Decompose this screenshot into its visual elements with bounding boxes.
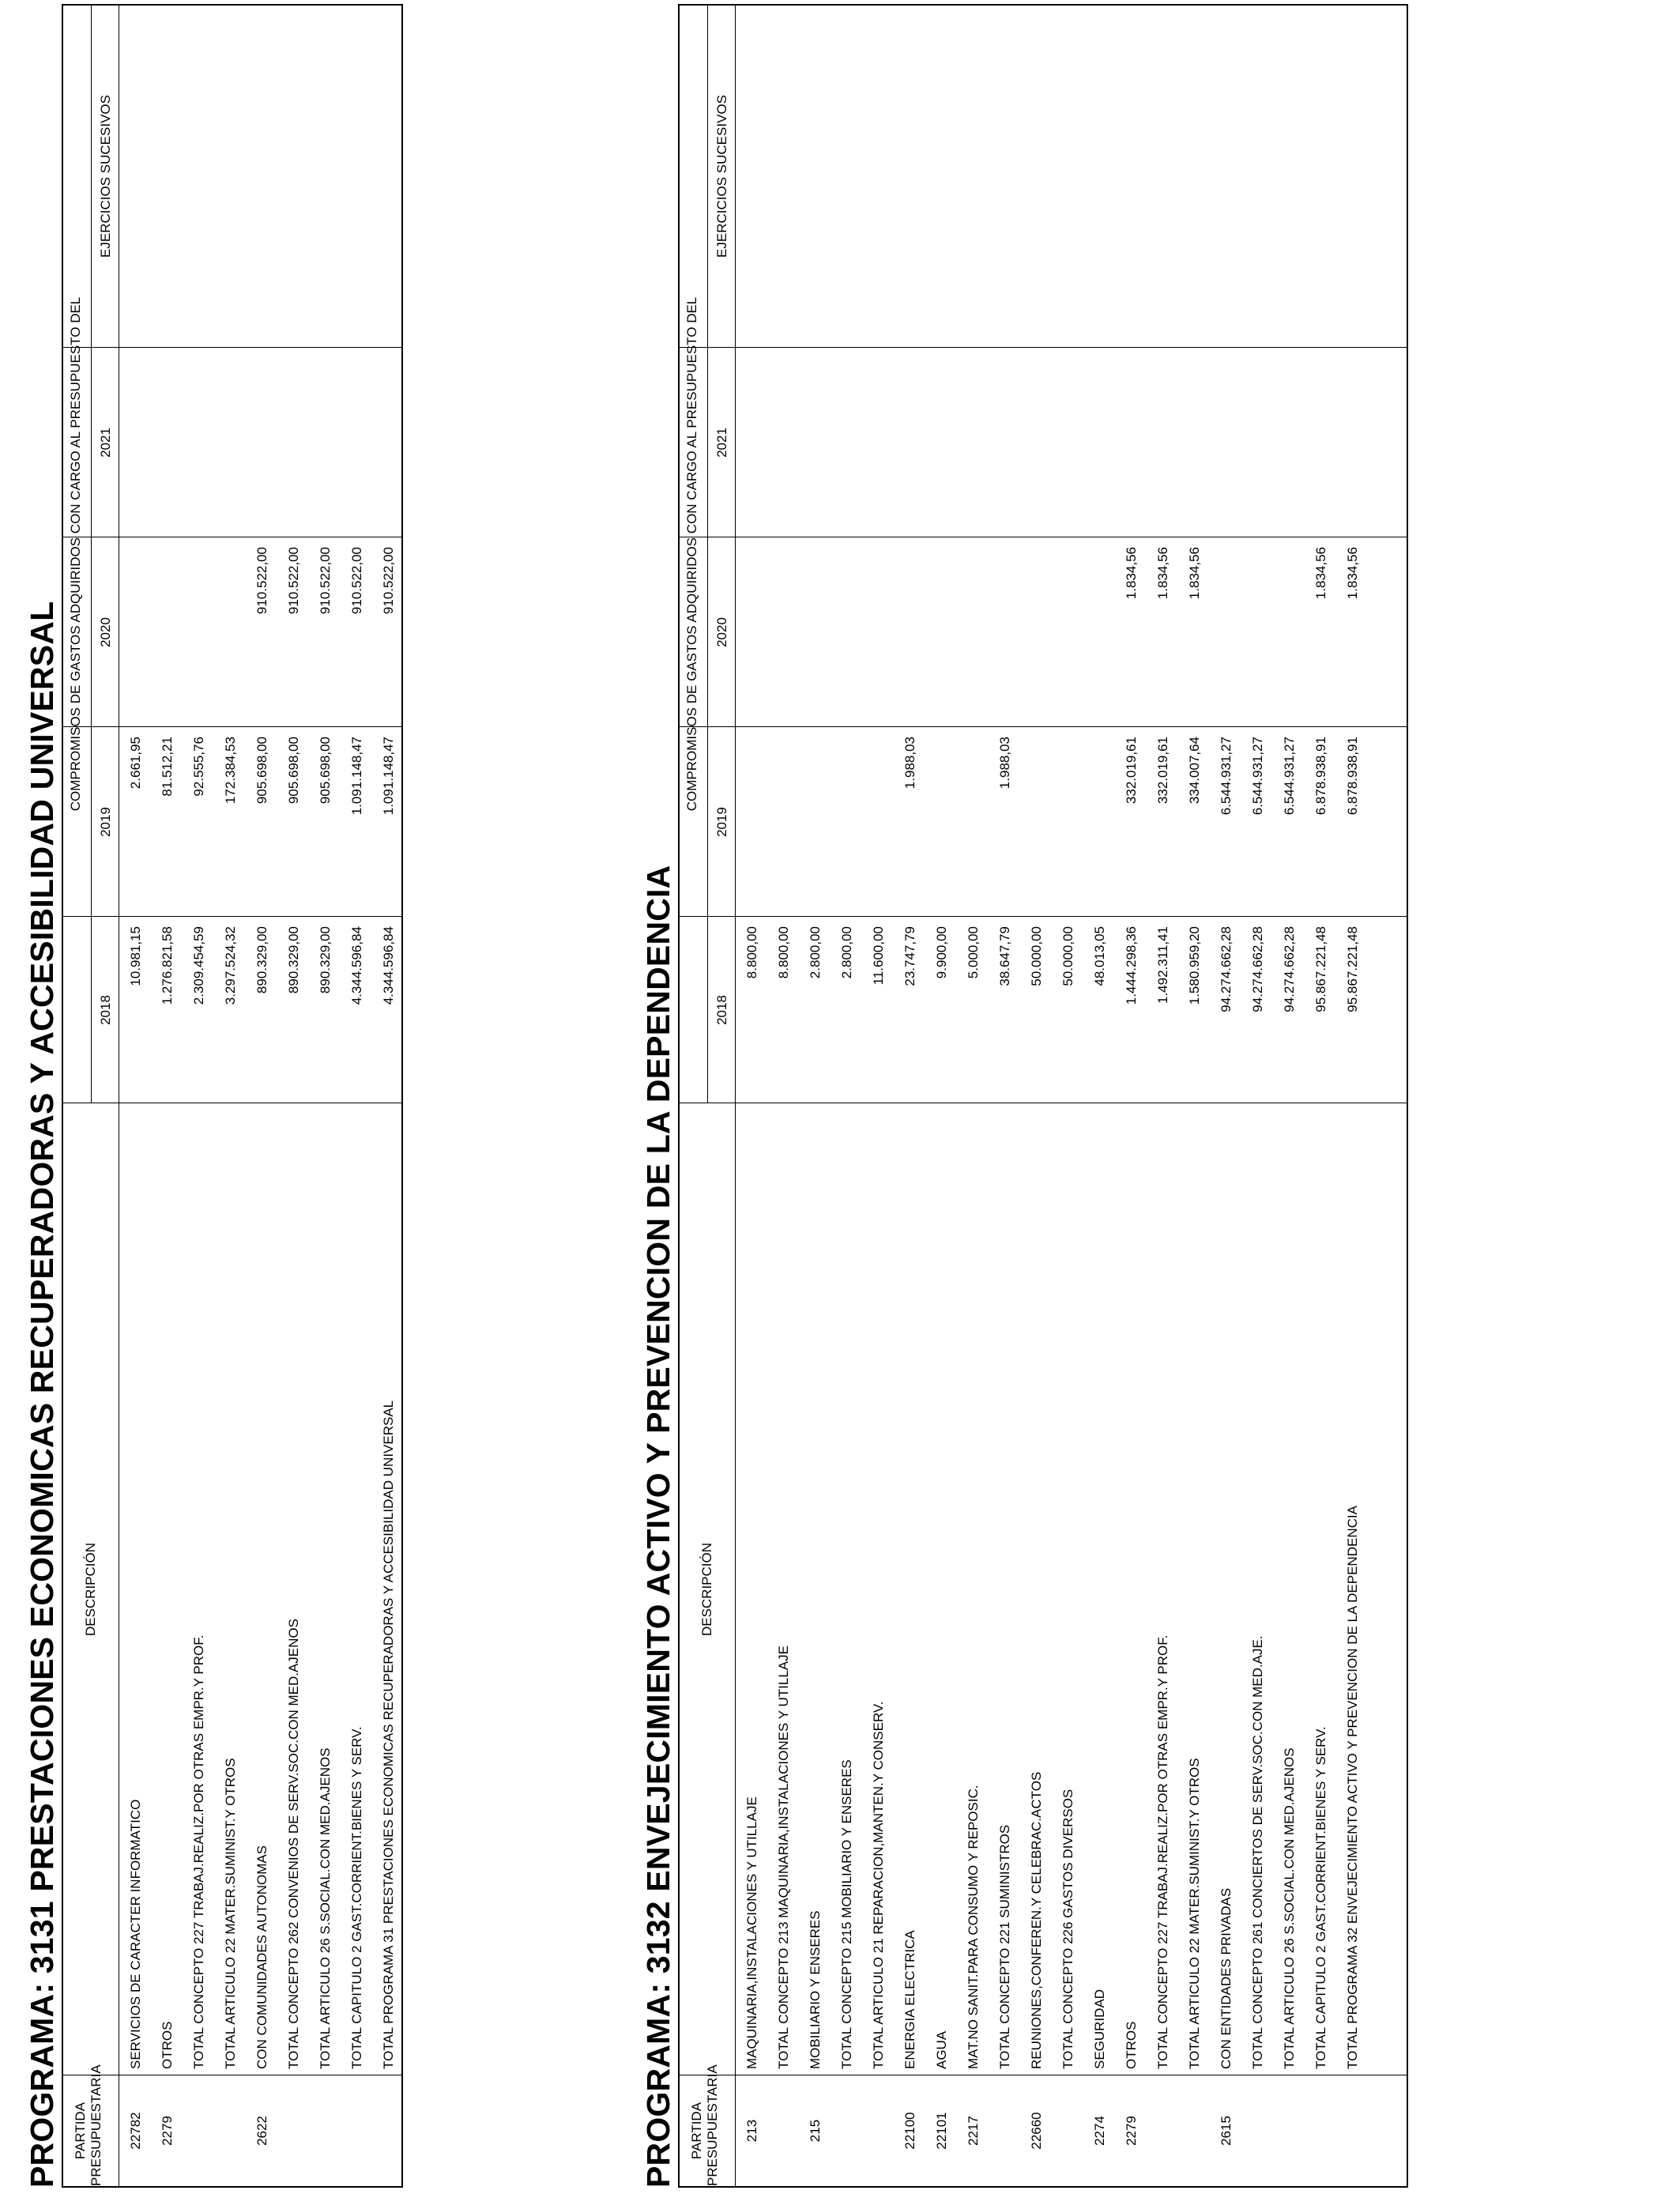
value-2019: 905.698,00	[318, 737, 333, 805]
table-row	[152, 6, 183, 2186]
descripcion-text: TOTAL CONCEPTO 221 SUMINISTROS	[997, 1824, 1012, 2069]
value-2019: 92.555,76	[191, 737, 206, 797]
value-2019: 6.878.938,91	[1313, 737, 1328, 816]
value-2020: 1.834,56	[1345, 547, 1360, 600]
table-row	[1147, 6, 1179, 2186]
value-2018: 4.344.596,84	[349, 926, 364, 1005]
value-2019: 332.019,61	[1124, 737, 1139, 805]
value-2019: 2.661,95	[128, 737, 143, 790]
value-2018: 8.800,00	[744, 926, 759, 979]
header-year-2020: 2020	[98, 617, 113, 647]
value-2020: 910.522,00	[286, 547, 301, 615]
descripcion-text: TOTAL PROGRAMA 32 ENVEJECIMIENTO ACTIVO Y PREVENCION DE LA DEPENDENCIA	[1345, 1506, 1360, 2069]
table-row	[1021, 6, 1053, 2186]
table-row	[1337, 6, 1369, 2186]
descripcion-text: TOTAL CAPITULO 2 GAST.CORRIENT.BIENES Y SERV.	[1313, 1726, 1328, 2069]
value-2018: 50.000,00	[1029, 926, 1044, 986]
value-2018: 2.800,00	[808, 926, 823, 979]
value-2019: 6.544.931,27	[1250, 737, 1265, 816]
value-2019: 1.988,03	[997, 737, 1012, 790]
value-2019: 905.698,00	[286, 737, 301, 805]
value-2020: 910.522,00	[349, 547, 364, 615]
partida-code: 2622	[254, 2116, 269, 2146]
table-row	[1242, 6, 1274, 2186]
table-row	[863, 6, 895, 2186]
partida-code: 22782	[128, 2112, 143, 2150]
descripcion-text: SERVICIOS DE CARACTER INFORMATICO	[128, 1799, 143, 2069]
value-2018: 95.867.221,48	[1345, 926, 1360, 1012]
value-2019: 905.698,00	[254, 737, 269, 805]
header-year-2019: 2019	[714, 807, 729, 837]
table-row	[215, 6, 247, 2186]
value-2020: 1.834,56	[1313, 547, 1328, 600]
value-2018: 1.276.821,58	[160, 926, 175, 1005]
value-2019: 332.019,61	[1155, 737, 1170, 805]
descripcion-text: AGUA	[934, 2030, 949, 2069]
value-2020: 1.834,56	[1124, 547, 1139, 600]
program-title-3131: PROGRAMA: 3131 PRESTACIONES ECONOMICAS RECUPERADORAS Y ACCESIBILIDAD UNIVERSAL	[24, 601, 60, 2188]
table-row	[247, 6, 278, 2186]
value-2019: 6.544.931,27	[1282, 737, 1297, 816]
value-2018: 1.492.311,41	[1155, 926, 1170, 1004]
value-2018: 2.309.454,59	[191, 926, 206, 1005]
value-2020: 910.522,00	[318, 547, 333, 615]
table-row	[1053, 6, 1084, 2186]
header-descripcion: DESCRIPCIÓN	[83, 1542, 98, 1637]
partida-code: 22660	[1029, 2112, 1044, 2150]
descripcion-text: OTROS	[160, 2021, 175, 2069]
partida-code: 22101	[934, 2112, 949, 2150]
table-row	[800, 6, 831, 2186]
header-compromisos: COMPROMISOS DE GASTOS ADQUIRIDOS CON CARGO AL PRESUPUESTO DEL	[68, 296, 83, 812]
table-row	[341, 6, 373, 2186]
value-2018: 890.329,00	[318, 926, 333, 994]
value-2020: 1.834,56	[1155, 547, 1170, 600]
value-2018: 95.867.221,48	[1313, 926, 1328, 1012]
table-row	[310, 6, 341, 2186]
descripcion-text: TOTAL ARTICULO 21 REPARACION,MANTEN.Y CONSERV.	[871, 1701, 886, 2069]
header-year-2021: 2021	[714, 428, 729, 458]
partida-code: 2274	[1092, 2116, 1107, 2146]
partida-code: 22100	[902, 2112, 917, 2150]
program-table-3131	[62, 4, 403, 2188]
table-row	[1179, 6, 1211, 2186]
header-year-2020: 2020	[714, 617, 729, 647]
descripcion-text: TOTAL ARTICULO 26 S.SOCIAL.CON MED.AJENOS	[1282, 1747, 1297, 2069]
value-2020: 910.522,00	[381, 547, 396, 615]
descripcion-text: TOTAL CONCEPTO 262 CONVENIOS DE SERV.SOC.CON MED.AJENOS	[286, 1619, 301, 2069]
value-2018: 3.297.524,32	[223, 926, 238, 1005]
value-2018: 94.274.662,28	[1219, 926, 1234, 1012]
partida-code: 2217	[966, 2116, 981, 2146]
partida-code: 215	[808, 2119, 823, 2143]
table-row	[1084, 6, 1116, 2186]
partida-code: 2279	[160, 2116, 175, 2146]
descripcion-text: TOTAL CONCEPTO 226 GASTOS DIVERSOS	[1060, 1789, 1075, 2069]
program-title-3132: PROGRAMA: 3132 ENVEJECIMIENTO ACTIVO Y PREVENCION DE LA DEPENDENCIA	[640, 865, 676, 2188]
table-row	[120, 6, 152, 2186]
value-2020: 910.522,00	[254, 547, 269, 615]
descripcion-text: CON COMUNIDADES AUTONOMAS	[254, 1845, 269, 2069]
descripcion-text: OTROS	[1124, 2021, 1139, 2069]
value-2019: 81.512,21	[160, 737, 175, 797]
value-2018: 94.274.662,28	[1282, 926, 1297, 1012]
value-2018: 23.747,79	[902, 926, 917, 986]
value-2019: 1.091.148,47	[349, 737, 364, 816]
table-row	[831, 6, 863, 2186]
header-ejercicios-sucesivos: EJERCICIOS SUCESIVOS	[714, 95, 729, 258]
header-year-2018: 2018	[714, 995, 729, 1025]
table-row	[373, 6, 405, 2186]
value-2018: 1.580.959,20	[1187, 926, 1202, 1005]
header-year-2021: 2021	[98, 428, 113, 458]
descripcion-text: TOTAL CONCEPTO 215 MOBILIARIO Y ENSERES	[839, 1759, 854, 2069]
value-2020: 1.834,56	[1187, 547, 1202, 600]
value-2019: 6.544.931,27	[1219, 737, 1234, 816]
descripcion-text: TOTAL CONCEPTO 261 CONCIERTOS DE SERV.SOC.CON MED.AJE.	[1250, 1635, 1265, 2069]
descripcion-text: REUNIONES,CONFEREN.Y CELEBRAC.ACTOS	[1029, 1771, 1044, 2069]
table-row	[183, 6, 215, 2186]
value-2018: 2.800,00	[839, 926, 854, 979]
table-row	[1274, 6, 1305, 2186]
partida-code: 2279	[1124, 2116, 1139, 2146]
table-row	[926, 6, 958, 2186]
value-2018: 10.981,15	[128, 926, 143, 986]
descripcion-text: TOTAL CONCEPTO 227 TRABAJ.REALIZ.POR OTRAS EMPR.Y PROF.	[1155, 1634, 1170, 2069]
value-2019: 1.988,03	[902, 737, 917, 790]
value-2018: 1.444.298,36	[1124, 926, 1139, 1005]
descripcion-text: TOTAL CONCEPTO 227 TRABAJ.REALIZ.POR OTRAS EMPR.Y PROF.	[191, 1634, 206, 2069]
table-row	[1211, 6, 1242, 2186]
table-row	[895, 6, 926, 2186]
descripcion-text: TOTAL ARTICULO 22 MATER.SUMINIST.Y OTROS	[223, 1758, 238, 2069]
table-row	[989, 6, 1021, 2186]
table-row	[958, 6, 989, 2186]
value-2019: 6.878.938,91	[1345, 737, 1360, 816]
descripcion-text: MOBILIARIO Y ENSERES	[808, 1910, 823, 2069]
value-2018: 5.000,00	[966, 926, 981, 979]
table-row	[1305, 6, 1337, 2186]
descripcion-text: CON ENTIDADES PRIVADAS	[1219, 1887, 1234, 2069]
table-row	[1116, 6, 1147, 2186]
header-ejercicios-sucesivos: EJERCICIOS SUCESIVOS	[98, 95, 113, 258]
descripcion-text: MAQUINARIA,INSTALACIONES Y UTILLAJE	[744, 1796, 759, 2069]
descripcion-text: ENERGIA ELECTRICA	[902, 1930, 917, 2069]
header-partida: PARTIDA PRESUPUESTARIA	[689, 2064, 720, 2186]
value-2019: 172.384,53	[223, 737, 238, 805]
partida-code: 213	[744, 2119, 759, 2143]
value-2018: 8.800,00	[776, 926, 791, 979]
value-2018: 50.000,00	[1060, 926, 1075, 986]
value-2018: 94.274.662,28	[1250, 926, 1265, 1012]
value-2018: 890.329,00	[286, 926, 301, 994]
header-compromisos: COMPROMISOS DE GASTOS ADQUIRIDOS CON CARGO AL PRESUPUESTO DEL	[684, 296, 699, 812]
header-descripcion: DESCRIPCIÓN	[699, 1542, 714, 1637]
descripcion-text: MAT.NO SANIT.PARA CONSUMO Y REPOSIC.	[966, 1785, 981, 2069]
program-table-3132	[678, 4, 1408, 2188]
value-2018: 38.647,79	[997, 926, 1012, 986]
descripcion-text: SEGURIDAD	[1092, 1989, 1107, 2069]
header-year-2018: 2018	[98, 995, 113, 1025]
table-row	[768, 6, 800, 2186]
value-2018: 48.013,05	[1092, 926, 1107, 986]
value-2019: 1.091.148,47	[381, 737, 396, 816]
partida-code: 2615	[1219, 2116, 1234, 2146]
table-row	[736, 6, 768, 2186]
header-year-2019: 2019	[98, 807, 113, 837]
descripcion-text: TOTAL PROGRAMA 31 PRESTACIONES ECONOMICAS RECUPERADORAS Y ACCESIBILIDAD UNIVERSAL	[381, 1400, 396, 2069]
value-2018: 9.900,00	[934, 926, 949, 979]
descripcion-text: TOTAL CONCEPTO 213 MAQUINARIA,INSTALACIONES Y UTILLAJE	[776, 1646, 791, 2069]
descripcion-text: TOTAL ARTICULO 26 S.SOCIAL.CON MED.AJENOS	[318, 1747, 333, 2069]
value-2018: 11.600,00	[871, 926, 886, 986]
header-partida: PARTIDA PRESUPUESTARIA	[73, 2064, 104, 2186]
descripcion-text: TOTAL CAPITULO 2 GAST.CORRIENT.BIENES Y SERV.	[349, 1726, 364, 2069]
value-2018: 4.344.596,84	[381, 926, 396, 1005]
table-row	[278, 6, 310, 2186]
value-2018: 890.329,00	[254, 926, 269, 994]
value-2019: 334.007,64	[1187, 737, 1202, 805]
descripcion-text: TOTAL ARTICULO 22 MATER.SUMINIST.Y OTROS	[1187, 1758, 1202, 2069]
